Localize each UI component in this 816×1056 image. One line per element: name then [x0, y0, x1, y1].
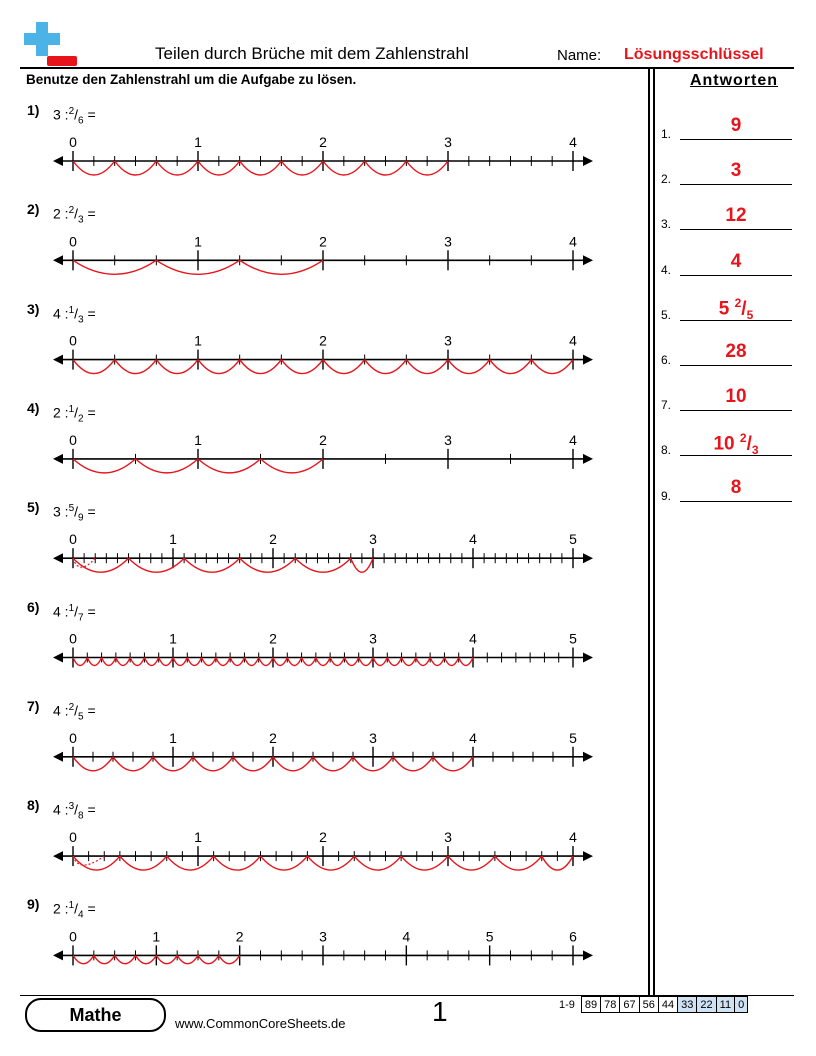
expr-numerator: 1 [68, 304, 75, 316]
hop-arc [402, 658, 416, 666]
problem-number: 1) [27, 102, 40, 118]
tick-label: 3 [444, 829, 452, 846]
problem-number: 3) [27, 300, 40, 317]
hop-arc [495, 856, 542, 870]
hop-arc [406, 360, 448, 374]
hop-arc [198, 459, 261, 473]
tick-label: 3 [369, 630, 377, 647]
expr-equals: = [87, 106, 96, 123]
tick-label: 2 [235, 928, 244, 945]
hop-arc [240, 558, 296, 572]
answer-value [680, 477, 792, 499]
expr-whole: 4 : [53, 801, 69, 818]
tick-label: 4 [469, 729, 477, 746]
hop-arc [316, 658, 330, 666]
answer-value [680, 341, 792, 363]
problem-expression: 4 $:^1/_3$ = [53, 304, 96, 326]
expr-numerator: 1 [68, 403, 75, 415]
answer-value [680, 251, 792, 273]
problem-number: 6) [27, 598, 40, 615]
hop-arc [448, 360, 490, 374]
right-arrow-icon [583, 653, 593, 663]
hop-arc [273, 658, 287, 666]
tick-label: 0 [69, 829, 77, 846]
score-cell: 11 [716, 997, 734, 1013]
answer-line[interactable] [680, 139, 792, 140]
answer-label: 3. [661, 217, 672, 232]
answers-title: Antworten [689, 72, 779, 89]
answer-numerator: 2 [734, 295, 742, 310]
hop-arc [444, 658, 458, 666]
left-arrow-icon [53, 950, 63, 960]
answer-denominator: 3 [751, 443, 759, 458]
tick-label: 2 [269, 729, 277, 746]
answer-line[interactable] [680, 365, 792, 366]
number-line [53, 928, 593, 965]
expr-denominator: 8 [78, 810, 84, 822]
hop-arc [136, 459, 199, 473]
tick-label: 3 [444, 233, 452, 250]
expr-denominator: 7 [78, 611, 84, 623]
tick-label: 3 [369, 531, 377, 548]
tick-label: 5 [569, 729, 577, 746]
answer-whole: 4 [730, 250, 742, 272]
answer-whole: 3 [730, 160, 742, 182]
expr-numerator: 1 [68, 602, 75, 614]
hop-arc [261, 856, 308, 870]
expr-numerator: 5 [68, 503, 75, 515]
expr-whole: 4 : [53, 603, 69, 620]
tick-label: 0 [69, 332, 77, 349]
hop-arc [344, 658, 358, 666]
hop-arc [115, 955, 136, 963]
tick-label: 4 [402, 928, 411, 945]
tick-label: 5 [485, 928, 494, 945]
hop-arc [230, 658, 244, 666]
answer-whole: 8 [730, 476, 742, 498]
hop-arc [295, 558, 351, 572]
hop-arc [416, 658, 430, 666]
right-arrow-icon [583, 752, 593, 762]
answer-line[interactable] [680, 229, 792, 230]
answer-label: 8. [661, 443, 672, 458]
tick-label: 4 [569, 134, 577, 150]
hop-arc [373, 658, 387, 666]
hop-arc [459, 658, 473, 666]
hop-arc [430, 658, 444, 666]
tick-label: 1 [194, 332, 202, 349]
problem-number: 7) [27, 697, 40, 714]
problem-number: 9) [27, 896, 40, 913]
answer-whole: 28 [725, 341, 747, 362]
expr-whole: 2 : [53, 901, 69, 918]
hop-arc [259, 658, 273, 666]
expr-equals: = [87, 702, 96, 719]
hop-arc [302, 658, 316, 666]
left-arrow-icon [53, 752, 63, 762]
answer-label: 9. [661, 488, 672, 503]
hop-arc [73, 955, 94, 963]
answer-whole: 10 [725, 386, 747, 408]
hop-arc [187, 658, 201, 666]
hop-arc [73, 856, 120, 870]
hop-arc [219, 955, 240, 963]
answer-whole: 12 [725, 205, 747, 227]
hop-arc [167, 856, 214, 870]
expr-numerator: 2 [68, 205, 75, 217]
instructions: Benutze den Zahlenstrahl um die Aufgabe zu lösen. [26, 72, 357, 87]
score-cell: 0 [735, 997, 748, 1013]
problem-expression: 4 $:^3/_8$ = [53, 801, 96, 822]
answer-value: 5 $^2/_5$ [718, 295, 754, 322]
left-arrow-icon [53, 851, 63, 861]
page-number: 1 [432, 996, 448, 1027]
hop-arc [73, 558, 129, 572]
right-arrow-icon [583, 950, 593, 960]
hop-arc [87, 658, 101, 666]
hop-arc [354, 856, 401, 870]
right-arrow-icon [583, 355, 593, 365]
tick-label: 1 [194, 233, 202, 250]
tick-label: 6 [569, 928, 577, 945]
expr-equals: = [87, 305, 96, 322]
tick-label: 0 [69, 431, 77, 448]
answer-value: 10 $^2/_3$ [713, 431, 759, 458]
tick-label: 4 [569, 431, 577, 448]
number-line [53, 233, 593, 274]
problem-number: 2) [27, 201, 40, 218]
expr-numerator: 3 [68, 801, 75, 813]
hop-arc [177, 955, 198, 963]
left-arrow-icon [53, 355, 63, 365]
problem-expression: 2 $:^1/_2$ = [53, 403, 96, 425]
right-arrow-icon [583, 255, 593, 265]
hop-arc [365, 360, 407, 374]
answer-line[interactable] [680, 184, 792, 185]
page-title: Teilen durch Brüche mit dem Zahlenstrahl [155, 44, 469, 63]
tick-label: 4 [469, 630, 477, 647]
number-line [53, 531, 593, 572]
hop-arc [214, 856, 261, 870]
score-cell: 33 [678, 997, 697, 1013]
hop-arc [448, 856, 495, 870]
hop-arc [307, 856, 354, 870]
score-cell: 56 [639, 997, 658, 1013]
tick-label: 3 [444, 332, 452, 349]
hop-arc [531, 360, 573, 374]
tick-label: 5 [569, 630, 577, 647]
expr-whole: 4 : [53, 305, 69, 322]
tick-label: 2 [319, 332, 327, 349]
tick-label: 3 [319, 928, 327, 945]
problem-expression: 4 $:^1/_7$ = [53, 602, 96, 623]
tick-label: 1 [194, 431, 202, 448]
hop-arc [130, 658, 144, 666]
hop-arc [184, 558, 240, 572]
hop-arc [156, 360, 198, 374]
answer-label: 6. [661, 353, 672, 367]
answer-value [680, 205, 792, 227]
hop-arc [115, 360, 157, 374]
tick-label: 5 [569, 531, 577, 548]
tick-label: 2 [269, 531, 277, 548]
hop-arc [73, 459, 136, 473]
expr-whole: 2 : [53, 404, 69, 421]
right-arrow-icon [583, 454, 593, 464]
tick-label: 2 [319, 829, 327, 846]
hop-arc [330, 658, 344, 666]
answer-value [680, 386, 792, 408]
problem-expression: 3 $:^2/_6$ = [53, 106, 96, 127]
answer-label: 5. [661, 307, 672, 322]
expr-denominator: 6 [78, 115, 84, 127]
expr-denominator: 3 [78, 314, 84, 326]
hop-arc [287, 658, 301, 666]
tick-label: 1 [169, 729, 177, 746]
hop-arc [94, 955, 115, 963]
expr-numerator: 2 [68, 106, 75, 117]
tick-label: 0 [69, 630, 77, 647]
score-range: 1-9 [559, 998, 575, 1011]
hop-arc [401, 856, 448, 870]
answer-line[interactable] [680, 410, 792, 411]
hop-arc [281, 360, 323, 374]
score-scale [556, 996, 748, 1013]
answer-key-label: Lösungsschlüssel [624, 46, 764, 63]
tick-label: 3 [444, 134, 452, 150]
score-cell: 89 [581, 997, 600, 1013]
number-line [53, 730, 593, 771]
tick-label: 0 [69, 531, 77, 548]
tick-label: 0 [69, 928, 77, 945]
website-link[interactable]: www.CommonCoreSheets.de [175, 1016, 346, 1031]
answer-whole: 5 [718, 298, 730, 320]
problem-expression: 4 $:^2/_5$ = [53, 701, 96, 723]
answer-label: 4. [661, 262, 672, 277]
number-line [53, 829, 593, 870]
hop-arc [240, 360, 282, 374]
expr-denominator: 2 [78, 413, 84, 425]
tick-label: 3 [369, 729, 377, 746]
expr-denominator: 4 [78, 909, 84, 921]
hop-arc [173, 658, 187, 666]
expr-numerator: 2 [68, 701, 75, 713]
tick-label: 3 [444, 431, 452, 448]
answer-numerator: 2 [739, 431, 747, 446]
score-cell: 44 [658, 997, 677, 1013]
subject-badge: Mathe [25, 998, 166, 1032]
hop-arc [216, 658, 230, 666]
hop-arc [490, 360, 532, 374]
hop-arc [198, 360, 240, 374]
answer-whole: 10 [713, 433, 735, 455]
problem-number: 4) [27, 399, 40, 416]
hop-arc [144, 658, 158, 666]
right-arrow-icon [583, 156, 593, 166]
expr-equals: = [87, 404, 96, 421]
answer-label: 7. [661, 398, 672, 413]
hop-arc [156, 955, 177, 963]
answer-label: 2. [661, 172, 672, 187]
problem-expression: 2 $:^1/_4$ = [53, 900, 96, 921]
expr-numerator: 1 [68, 900, 75, 912]
expr-whole: 2 : [53, 205, 69, 222]
expr-denominator: 5 [78, 711, 84, 723]
hop-arc [129, 558, 185, 572]
score-cell: 67 [620, 997, 639, 1013]
number-line [53, 432, 593, 473]
expr-equals: = [87, 801, 96, 818]
tick-label: 0 [69, 729, 77, 746]
expr-equals: = [87, 901, 96, 918]
tick-label: 4 [469, 531, 477, 548]
number-line [53, 631, 593, 668]
hop-arc [73, 360, 115, 374]
tick-label: 4 [569, 829, 577, 846]
expr-equals: = [87, 603, 96, 620]
hop-arc [244, 658, 258, 666]
name-label: Name: [557, 47, 602, 64]
left-arrow-icon [53, 553, 63, 563]
hop-arc [261, 459, 324, 473]
tick-label: 4 [569, 233, 577, 250]
right-arrow-icon [583, 851, 593, 861]
answer-whole: 9 [730, 115, 742, 136]
expr-whole: 3 : [53, 503, 69, 520]
hop-arc [102, 658, 116, 666]
hop-arc [323, 360, 365, 374]
answer-value [680, 160, 792, 182]
tick-label: 2 [319, 233, 327, 250]
tick-label: 2 [319, 134, 327, 150]
hop-arc [136, 955, 157, 963]
hop-arc [159, 658, 173, 666]
hop-arc [198, 955, 219, 963]
score-cell: 78 [601, 997, 620, 1013]
tick-label: 1 [169, 630, 177, 647]
hop-arc [73, 658, 87, 666]
answer-line[interactable] [680, 275, 792, 276]
left-arrow-icon [53, 454, 63, 464]
tick-label: 4 [569, 332, 577, 349]
left-arrow-icon [53, 255, 63, 265]
expr-denominator: 3 [78, 214, 84, 226]
tick-label: 1 [152, 928, 161, 945]
tick-label: 2 [269, 630, 277, 647]
tick-label: 1 [194, 829, 202, 846]
right-arrow-icon [583, 553, 593, 563]
expr-equals: = [87, 205, 96, 222]
problem-expression: 2 $:^2/_3$ = [53, 205, 96, 226]
problem-number: 5) [27, 499, 40, 516]
number-line [53, 134, 593, 175]
hop-arc [359, 658, 373, 666]
expr-denominator: 9 [78, 512, 84, 524]
left-arrow-icon [53, 653, 63, 663]
hop-arc [387, 658, 401, 666]
tick-label: 1 [194, 134, 202, 150]
score-cell: 22 [697, 997, 716, 1013]
problem-number: 8) [27, 797, 40, 814]
left-arrow-icon [53, 156, 63, 166]
answer-denominator: 5 [746, 307, 754, 322]
answer-label: 1. [661, 127, 672, 141]
hop-arc [116, 658, 130, 666]
tick-label: 0 [69, 233, 77, 250]
hop-arc [202, 658, 216, 666]
tick-label: 0 [69, 134, 77, 150]
hop-arc [120, 856, 167, 870]
expr-equals: = [87, 503, 96, 520]
answer-value [680, 115, 792, 137]
number-line [53, 333, 593, 374]
tick-label: 1 [169, 531, 177, 548]
problem-expression: 3 $:^5/_9$ = [53, 503, 96, 524]
expr-whole: 3 : [53, 106, 69, 123]
answer-line[interactable] [680, 501, 792, 502]
expr-whole: 4 : [53, 702, 69, 719]
tick-label: 2 [319, 431, 327, 448]
